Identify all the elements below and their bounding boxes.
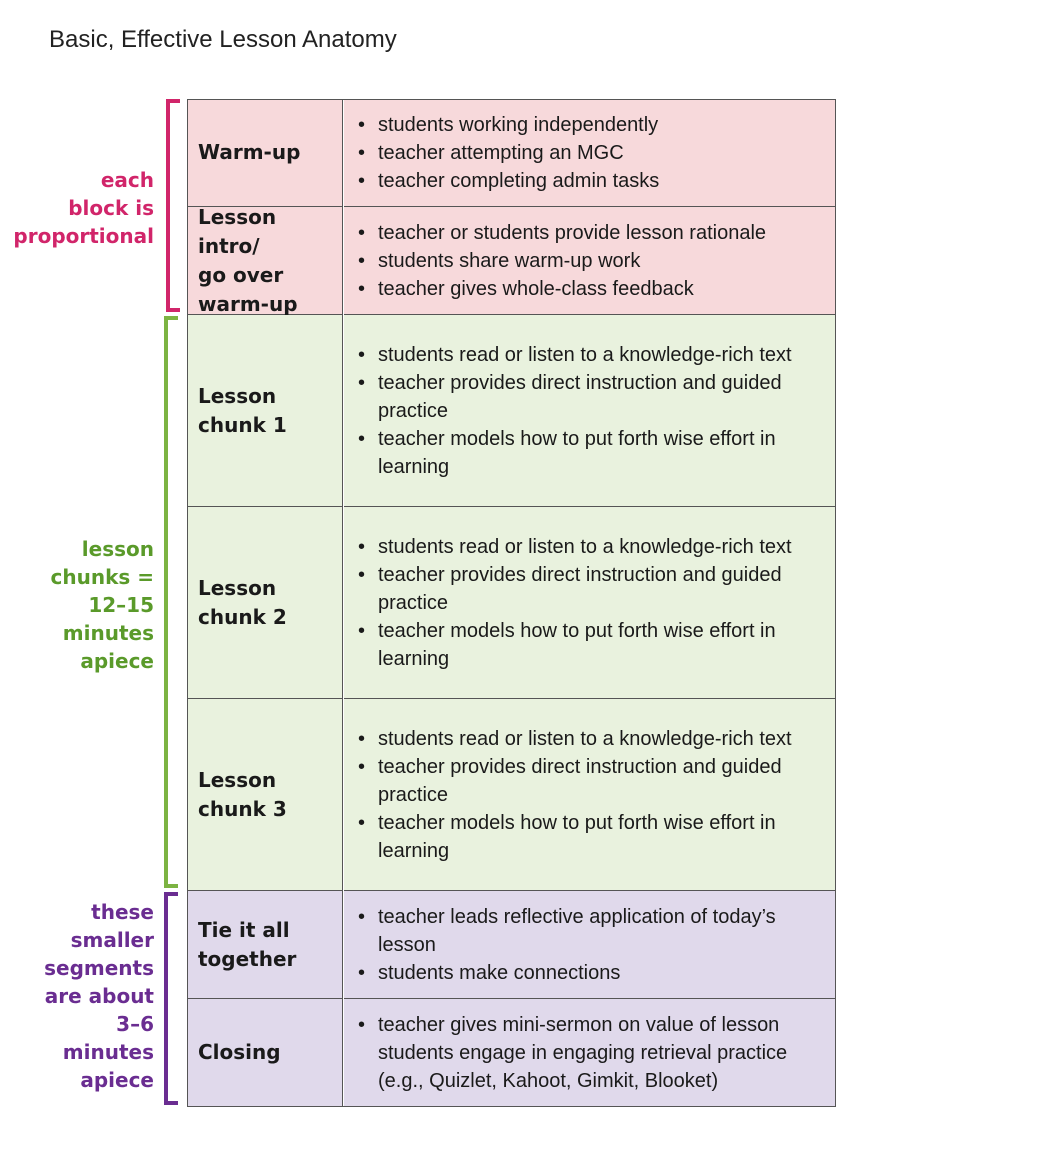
row-content-cell [344, 699, 835, 891]
page-title: Basic, Effective Lesson Anatomy [49, 26, 397, 53]
side-label-lesson-chunks [51, 535, 155, 675]
row-name: Lesson chunk 3 [198, 767, 287, 821]
bullet-list [356, 725, 829, 865]
bullet-item: • teacher provides direct instruction and guided practice [356, 561, 829, 617]
bullet-item: • teacher models how to put forth wise effort in learning [356, 809, 829, 865]
row-name: Tie it all together [198, 917, 297, 971]
side-label-text: lesson chunks = 12–15 minutes apiece [50, 537, 154, 673]
bullet-item: • teacher completing admin tasks [356, 167, 659, 195]
bullet-list [356, 219, 766, 303]
row-name: Closing [198, 1040, 281, 1064]
row-name-cell [188, 204, 343, 316]
row-name-cell [188, 507, 343, 699]
bullet-item: • teacher models how to put forth wise effort in learning [356, 425, 829, 481]
bullet-item: • students make connections [356, 959, 829, 987]
side-label-text: each block is proportional [13, 168, 154, 248]
bullet-item: • students working independently [356, 111, 659, 139]
bullet-item: • teacher provides direct instruction and guided practice [356, 753, 829, 809]
row-name: Lesson chunk 2 [198, 575, 287, 629]
side-label-proportional [13, 166, 154, 250]
bullet-item: • teacher leads reflective application of today’s lesson [356, 903, 829, 959]
side-label-text: these smaller segments are about 3–6 minutes apiece [44, 900, 154, 1092]
bracket-pink [166, 99, 180, 312]
bullet-item: • teacher gives whole-class feedback [356, 275, 766, 303]
row-name-cell [188, 315, 343, 507]
row-name-cell [188, 699, 343, 891]
row-content-cell [344, 315, 835, 507]
bullet-list [356, 1011, 829, 1095]
bullet-item: • teacher models how to put forth wise effort in learning [356, 617, 829, 673]
row-content-cell [344, 207, 835, 315]
bullet-list [356, 341, 829, 481]
row-name: Warm-up [198, 140, 301, 164]
bullet-item: • teacher gives mini-sermon on value of lesson students engage in engaging retrieval practice (e.g., Quizlet, Kahoot, Gimkit, Blooket) [356, 1011, 829, 1095]
bullet-item: • teacher provides direct instruction and guided practice [356, 369, 829, 425]
bullet-list [356, 903, 829, 987]
bullet-item: • teacher attempting an MGC [356, 139, 659, 167]
row-content-cell [344, 891, 835, 999]
row-name-cell [188, 999, 343, 1107]
bullet-item: • students read or listen to a knowledge-rich text [356, 341, 829, 369]
row-name: Lesson chunk 1 [198, 383, 287, 437]
bracket-green [164, 316, 178, 888]
bracket-purple [164, 892, 178, 1105]
row-content-cell [344, 99, 835, 207]
bullet-list [356, 111, 659, 195]
bullet-item: • students read or listen to a knowledge-rich text [356, 725, 829, 753]
row-content-cell [344, 999, 835, 1107]
bullet-item: • teacher or students provide lesson rationale [356, 219, 766, 247]
row-content-cell [344, 507, 835, 699]
row-name: Lesson intro/ go over warm-up [198, 204, 298, 316]
side-label-smaller-segments [44, 898, 154, 1094]
row-name-cell [188, 891, 343, 999]
bullet-list [356, 533, 829, 673]
bullet-item: • students share warm-up work [356, 247, 766, 275]
bullet-item: • students read or listen to a knowledge-rich text [356, 533, 829, 561]
row-name-cell [188, 99, 343, 207]
